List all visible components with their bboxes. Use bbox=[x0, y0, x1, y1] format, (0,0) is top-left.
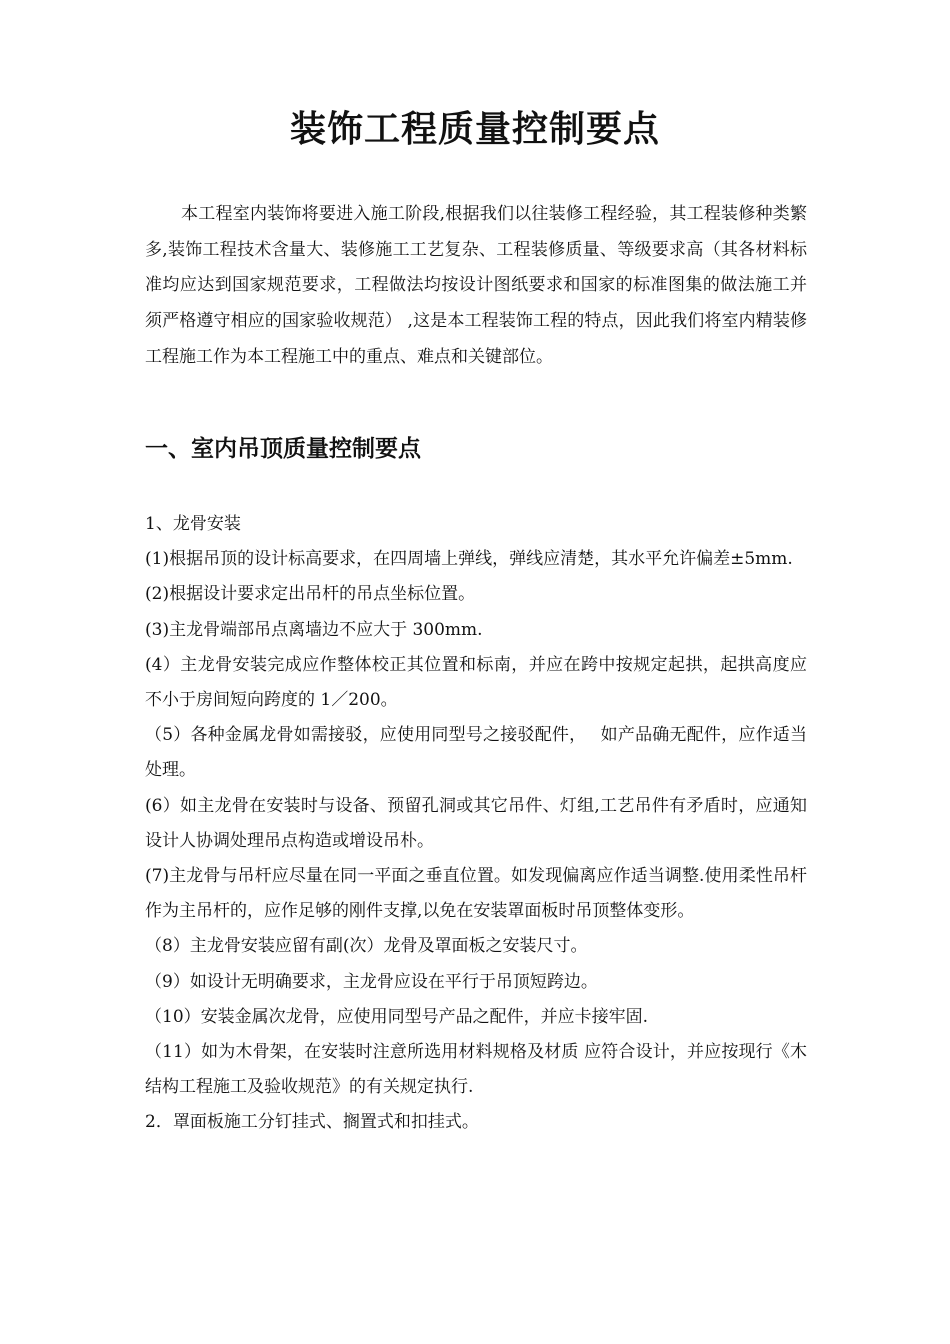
list-item: （11）如为木骨架，在安装时注意所选用材料规格及材质 应符合设计，并应按现行《木结构工程施工及验收规范》的有关规定执行. bbox=[145, 1042, 807, 1098]
document-title: 装饰工程质量控制要点 bbox=[289, 109, 660, 150]
section-heading: 一、室内吊顶质量控制要点 bbox=[145, 436, 421, 462]
list-item: (2)根据设计要求定出吊杆的吊点坐标位置。 bbox=[145, 584, 476, 605]
list-item: (4）主龙骨安装完成应作整体校正其位置和标南，并应在跨中按规定起拱，起拱高度应不小于房间短向跨度的 1／200。 bbox=[145, 654, 807, 711]
list-item: （8）主龙骨安装应留有副(次）龙骨及罩面板之安装尺寸。 bbox=[145, 936, 588, 957]
intro-paragraph: 本工程室内装饰将要进入施工阶段,根据我们以往装修工程经验，其工程装修种类繁多,装饰工程技术含量大、装修施工工艺复杂、工程装修质量、等级要求高（其各材料标准均应达到国家规范要求，工程做法均按设计图纸要求和国家的标准图集的做法施工并须严格遵守相应的国家验收规范） ,这是本工程装饰工程的特点，因此我们将室内精装修工程施工作为本工程施工中的重点、难点和关键部位。 bbox=[145, 204, 807, 367]
list-item: (7)主龙骨与吊杆应尽量在同一平面之垂直位置。如发现偏离应作适当调整.使用柔性吊杆作为主吊杆的，应作足够的刚件支撑,以免在安装罩面板时吊顶整体变形。 bbox=[145, 866, 807, 922]
list-item: (3)主龙骨端部吊点离墙边不应大于 300mm. bbox=[145, 619, 483, 640]
list-item: （5）各种金属龙骨如需接驳，应使用同型号之接驳配件， 如产品确无配件，应作适当处理。 bbox=[145, 725, 807, 781]
subsection-heading: 2．罩面板施工分钉挂式、搁置式和扣挂式。 bbox=[145, 1112, 479, 1133]
list-item: (1)根据吊顶的设计标高要求，在四周墙上弹线，弹线应清楚，其水平允许偏差±5mm. bbox=[145, 549, 793, 570]
list-item: （9）如设计无明确要求，主龙骨应设在平行于吊顶短跨边。 bbox=[145, 971, 598, 992]
section-item-list bbox=[145, 507, 807, 1141]
list-item: （10）安装金属次龙骨，应使用同型号产品之配件，并应卡接牢固. bbox=[145, 1006, 649, 1027]
list-item: (6）如主龙骨在安装时与设备、预留孔洞或其它吊件、灯组,工艺吊件有矛盾时，应通知设计人协调处理吊点构造或增设吊朴。 bbox=[145, 795, 807, 851]
subsection-heading: 1、龙骨安装 bbox=[145, 514, 241, 534]
